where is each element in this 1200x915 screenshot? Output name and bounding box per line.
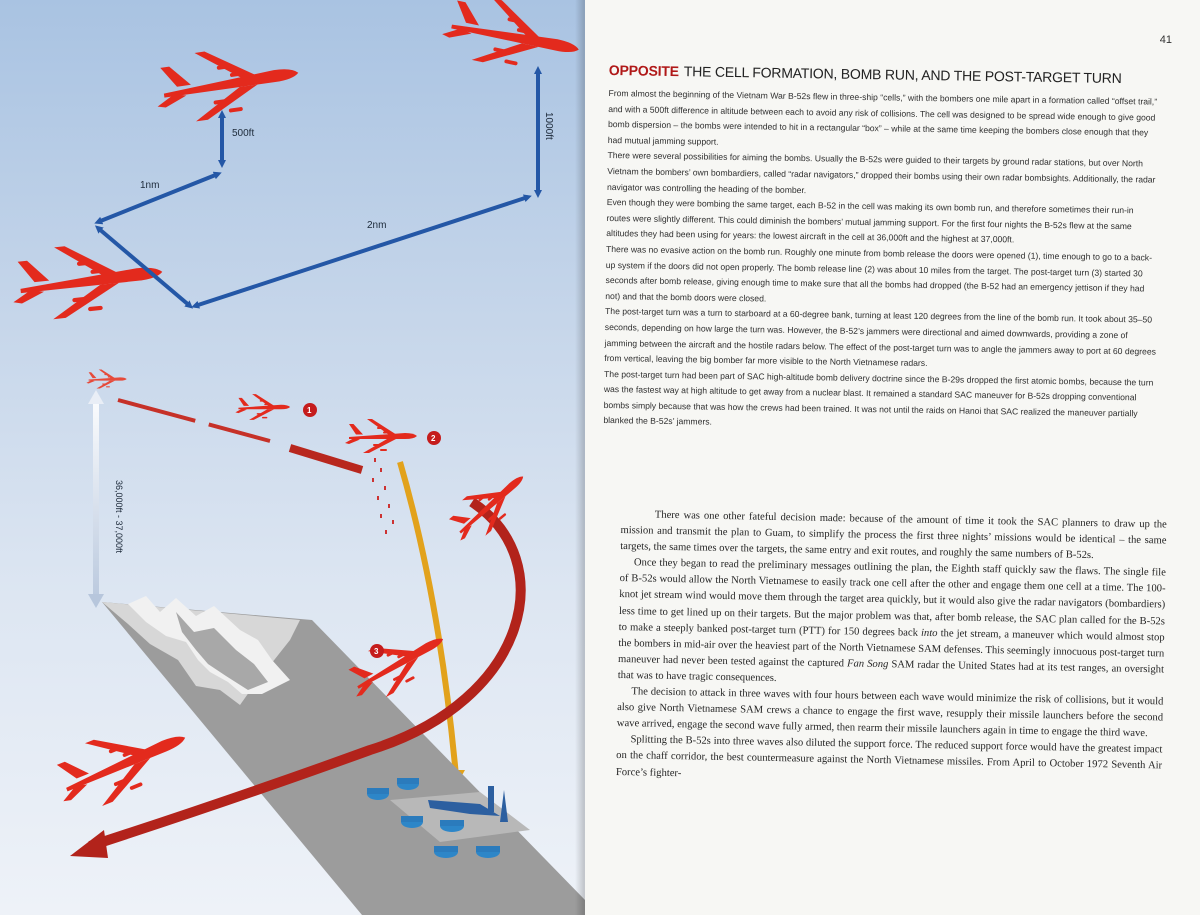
caption-heading — [609, 62, 1161, 87]
marker-3-text: 3 — [374, 647, 379, 656]
caption-paragraph: There was no evasive action on the bomb run. Roughly one minute from bomb release the doors were opened (1), time enough to go to a back-up system if the doors did not open properly. The bomb release line (2) was about 10 miles from the target. The post-target turn (3) started 30 seconds after bomb release, giving enough time to make sure that all the bombs had dropped (the B-52 had an emergency jettison if they had not) and that the bomb doors were closed. — [605, 243, 1153, 304]
aircraft-doors-open — [235, 394, 290, 420]
caption-paragraph: Even though they were bombing the same target, each B-52 in the cell was making its own bomb run, and therefore sometimes their run-in routes were slightly different. This could diminish the bombers’ mutual jamming support. For the first four nights the B-52s flew at the same altitudes they had been using for years: the lowest aircraft in the cell at 36,000ft and the highest at 37,000ft. — [606, 197, 1134, 245]
formation-aircraft-top — [151, 39, 303, 126]
body-text — [616, 507, 1167, 791]
altitude-arrow — [93, 402, 99, 598]
marker-1-text: 1 — [307, 406, 312, 415]
cell-formation-illustration — [0, 0, 585, 915]
altitude-label: 36,000ft - 37,000ft — [114, 480, 124, 554]
page-number: 41 — [1159, 34, 1172, 46]
caption-title: THE CELL FORMATION, BOMB RUN, AND THE POST-TARGET TURN — [683, 63, 1122, 87]
italic-run: Fan Song — [846, 658, 889, 671]
italic-run: into — [920, 627, 938, 639]
falling-bombs — [372, 458, 394, 534]
approach-path-2 — [290, 448, 362, 470]
caption-paragraph: The post-target turn was a turn to starboard at a 60-degree bank, turning at least 120 degrees from the line of the bomb run. It took about 35–50 seconds, depending on how large the turn was. However, the B-52’s jammers were directional and aimed downwards, providing a zone of jamming between the aircraft and the hostile radars below. The effect of the post-target turn was to angle the jammers away to port at 60 degrees from vertical, leaving the big bomber far more visible to the North Vietnamese radars. — [604, 306, 1157, 369]
approach-path — [118, 400, 270, 441]
spacing-arrow-diagonal — [98, 228, 190, 306]
illustration-page — [0, 0, 585, 915]
caption-paragraph: There were several possibilities for aiming the bombs. Usually the B-52s were guided to their targets by ground radar stations, but over North Vietnam the bombers’ own bombardiers, called “radar navigators,” dropped their bombs using their own radar bombsights. Additionally, the radar navigator was controlling the heading of the bomber. — [606, 150, 1156, 195]
text-run: Once they began to read the preliminary messages outlining the plan, the Eighth staff quickly saw the flaws. The single file of B-52s would allow the North Vietnamese to easily track one cell after the other and engage them one cell at a time. The 100-knot jet stream wind would move them through the target area quickly, but it would also give the radar navigators (bombardiers) less time to get lined up on their targets. But the major problem was that, after bomb release, the SAC plan called for the B-52s to make a steeply banked post-target turn (PTT) for 150 degrees back — [618, 557, 1166, 639]
caption-paragraph: The post-target turn had been part of SAC high-altitude bomb delivery doctrine since the B-29s dropped the first atomic bombs, because the turn was the fastest way at high altitude to get away from a nuclear blast. It remained a standard SAC maneuver for B-52s dropping conventional bombs simply because that was how the crews had been trained. It was not until the raids on Hanoi that SAC realized the maneuver partially blanked the B-52s’ jammers. — [603, 368, 1154, 428]
label-2nm: 2nm — [367, 220, 387, 231]
text-run: The decision to attack in three waves with four hours between each wave would minimize the risk of collisions, but it would also give North Vietnamese SAM crews a chance to engage the first wave, resupply their missile launchers before the second wave arrived, engage the second wave fully armed, then rearm their missile launchers again in time to engage the third wave. — [616, 686, 1164, 740]
distant-aircraft — [86, 369, 126, 388]
aircraft-banking — [441, 460, 536, 550]
text-run: Splitting the B-52s into three waves also diluted the support force. The reduced support force would have the greatest impact on the chaff corridor, the best countermeasure against the North Vietnamese missiles. From April to October 1972 Seventh Air Force’s fighter- — [615, 734, 1163, 779]
post-target-turn-arrowhead — [70, 830, 108, 858]
altitude-arrow-head-bottom — [88, 594, 104, 608]
figure-caption — [603, 62, 1161, 438]
aircraft-bomb-release — [345, 419, 417, 453]
text-run: the jet stream, a maneuver which would almost stop the bombers in mid-air over the heaviest part of the North Vietnamese SAM defenses. This seemingly innocuous post-target turn maneuver had never been tested against the captured — [617, 627, 1165, 670]
marker-2-text: 2 — [431, 434, 436, 443]
formation-aircraft-upper-right — [438, 0, 585, 81]
label-1000ft: 1000ft — [543, 112, 554, 140]
label-1nm: 1nm — [140, 180, 160, 191]
text-page — [585, 0, 1200, 915]
caption-paragraph: From almost the beginning of the Vietnam War B-52s flew in three-ship “cells,” with the bombers one mile apart in a formation called “offset trail,” and with a 500ft difference in altitude between each to avoid any risk of collisions. The cell was designed to be spread wide enough to give good bomb dispersion – the bombs were intended to hit in a rectangular “box” – while at the same time keeping the bombers close enough that they had mutual jamming support. — [607, 87, 1158, 147]
label-500ft: 500ft — [232, 128, 255, 139]
aircraft-egress — [46, 708, 197, 819]
caption-lead: OPPOSITE — [608, 62, 679, 80]
body-paragraph — [616, 732, 1163, 791]
text-run: SAM radar the United States had at its test ranges, an oversight that was to have tragic consequences. — [617, 659, 1165, 684]
altitude-arrow-head-top — [88, 390, 104, 404]
body-paragraph — [618, 555, 1166, 694]
formation-aircraft-lead — [8, 236, 166, 323]
spacing-arrow-2nm — [195, 197, 528, 306]
text-run: There was one other fateful decision made: because of the amount of time it took the SAC planners to draw up the mission and transmit the plan to Guam, to simplify the process the first three nights’ missions would be identical – the same targets, the same times over the targets, the same entry and exit routes, and roughly the same numbers of B-52s. — [620, 509, 1167, 562]
